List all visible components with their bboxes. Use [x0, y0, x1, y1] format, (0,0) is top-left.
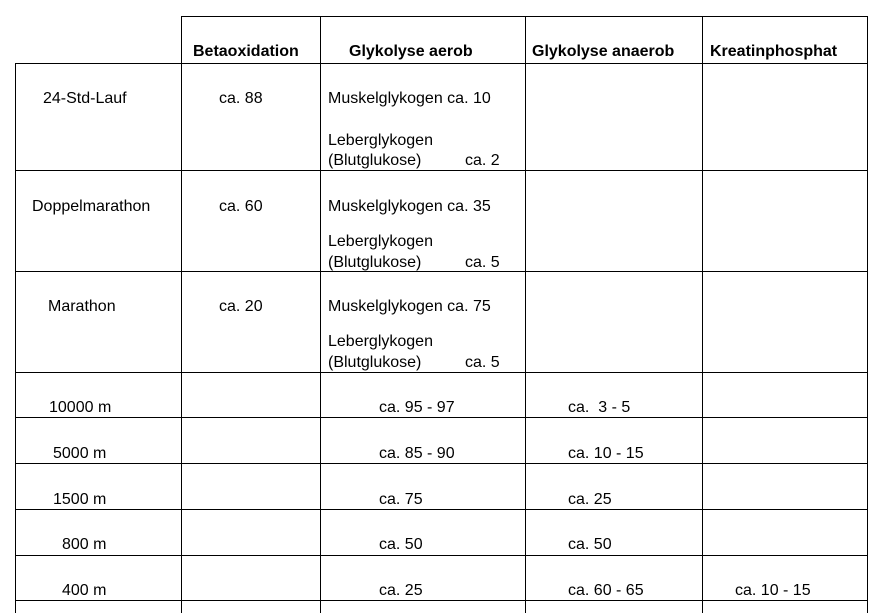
cell-anaerob: ca. 50	[568, 536, 612, 553]
header-kreatinphosphat: Kreatinphosphat	[710, 43, 838, 60]
cell-aerob: ca. 75	[379, 491, 423, 508]
row-label: 24-Std-Lauf	[43, 90, 127, 107]
cell-beta: ca. 60	[219, 198, 263, 215]
row-label: 800 m	[62, 536, 107, 553]
cell-aerob-leber: Leberglykogen	[328, 132, 433, 149]
cell-aerob-muskel: Muskelglykogen ca. 75	[328, 298, 491, 315]
cell-aerob-muskel: Muskelglykogen ca. 10	[328, 90, 491, 107]
row-label: 10000 m	[49, 399, 112, 416]
cell-anaerob: ca. 3 - 5	[568, 399, 631, 416]
row-label: 400 m	[62, 582, 107, 599]
cell-beta: ca. 88	[219, 90, 263, 107]
cell-aerob-leber: Leberglykogen	[328, 333, 433, 350]
cell-aerob: ca. 50	[379, 536, 423, 553]
cell-aerob: ca. 95 - 97	[379, 399, 455, 416]
cell-beta: ca. 20	[219, 298, 263, 315]
row-label: Doppelmarathon	[32, 198, 151, 215]
header-glykolyse-aerob: Glykolyse aerob	[349, 43, 473, 60]
cell-kreatin: ca. 10 - 15	[735, 582, 811, 599]
header-glykolyse-anaerob: Glykolyse anaerob	[532, 43, 675, 60]
row-label: 1500 m	[53, 491, 107, 508]
cell-anaerob: ca. 25	[568, 491, 612, 508]
cell-aerob-blut: (Blutglukose)	[328, 354, 422, 371]
row-label: 5000 m	[53, 445, 107, 462]
cell-aerob-muskel: Muskelglykogen ca. 35	[328, 198, 491, 215]
cell-aerob-blut: (Blutglukose)	[328, 254, 422, 271]
cell-aerob-blut-value: ca. 5	[465, 354, 500, 371]
cell-anaerob: ca. 60 - 65	[568, 582, 644, 599]
cell-aerob-leber: Leberglykogen	[328, 233, 433, 250]
cell-aerob: ca. 25	[379, 582, 423, 599]
row-label: Marathon	[48, 298, 116, 315]
cell-aerob-blut-value: ca. 5	[465, 254, 500, 271]
cell-aerob-blut: (Blutglukose)	[328, 152, 422, 169]
cell-aerob-blut-value: ca. 2	[465, 152, 500, 169]
cell-anaerob: ca. 10 - 15	[568, 445, 644, 462]
cell-aerob: ca. 85 - 90	[379, 445, 455, 462]
header-betaoxidation: Betaoxidation	[193, 43, 299, 60]
